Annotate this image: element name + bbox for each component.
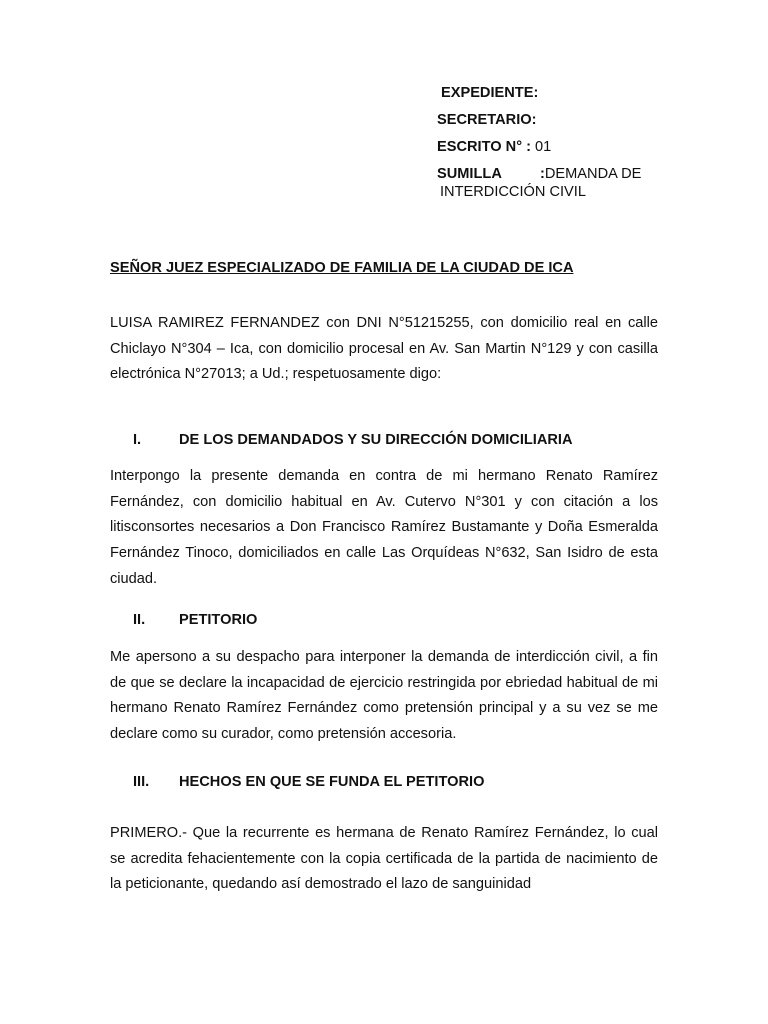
expediente-line [437,84,737,111]
section-heading-text: HECHOS EN QUE SE FUNDA EL PETITORIO [179,774,485,790]
section-heading-hechos [133,774,484,790]
escrito-value: 01 [535,139,552,155]
section-number: II. [133,612,146,628]
case-header [437,84,737,210]
expediente-label: EXPEDIENTE: [441,85,539,101]
section-paragraph-hechos: PRIMERO.- Que la recurrente es hermana de Renato Ramírez Fernández, lo cual se acredita fehacientemente con la copia certificada de la partida de nacimiento de la peticionante, quedando así demostrado el lazo de sanguinidad [110,825,658,893]
section-paragraph-petitorio: Me apersono a su despacho para interponer la demanda de interdicción civil, a fin de que se declare la incapacidad de ejercicio restringida por ebriedad habitual de mi hermano Renato Ramírez Fernández como pretensión principal y a su vez se me declare como su curador, como pretensión accesoria. [110,649,658,743]
section-heading-text: PETITORIO [179,612,258,628]
escrito-line [437,138,737,165]
escrito-label: ESCRITO N° : [437,139,531,155]
document-title: SEÑOR JUEZ ESPECIALIZADO DE FAMILIA DE LA CIUDAD DE ICA [110,260,574,276]
sumilla-label: SUMILLA [437,166,502,182]
sumilla-value-line2: INTERDICCIÓN CIVIL [440,184,586,200]
sumilla-value-line1: DEMANDA DE [544,166,642,182]
section-number: I. [133,432,142,448]
sumilla-colon: : [540,166,545,182]
section-number: III. [133,774,150,790]
section-heading-text: DE LOS DEMANDADOS Y SU DIRECCIÓN DOMICILIARIA [179,432,573,448]
secretario-label: SECRETARIO: [437,112,537,128]
secretario-line [437,111,737,138]
sumilla-line [437,165,737,183]
intro-paragraph: LUISA RAMIREZ FERNANDEZ con DNI N°51215255, con domicilio real en calle Chiclayo N°304 – Ica, con domicilio procesal en Av. San Martin N°129 y con casilla electrónica N°27013; a Ud.; respetuosamente digo: [110,315,658,383]
section-heading-demandados [133,432,573,448]
section-paragraph-demandados: Interpongo la presente demanda en contra de mi hermano Renato Ramírez Fernández, con domicilio habitual en Av. Cutervo N°301 y con citación a los litisconsortes necesarios a Don Francisco Ramírez Bustamante y Doña Esmeralda Fernández Tinoco, domiciliados en calle Las Orquídeas N°632, San Isidro de esta ciudad. [110,468,658,587]
sumilla-continuation [437,183,737,210]
section-heading-petitorio [133,612,257,628]
